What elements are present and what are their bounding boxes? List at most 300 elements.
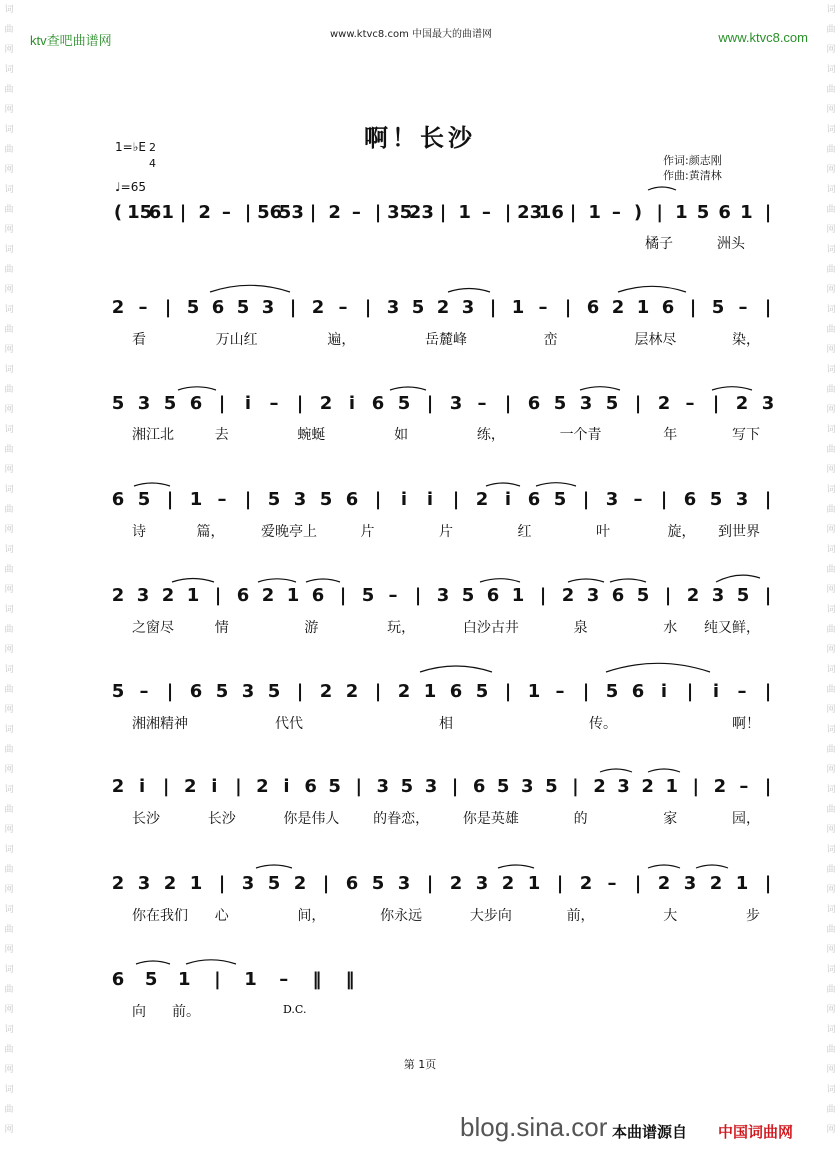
- page-number: 第 1页: [403, 1058, 437, 1071]
- note-symbol: |: [660, 489, 668, 510]
- note-symbol: –: [139, 681, 149, 702]
- note-symbol: –: [611, 202, 621, 223]
- note-symbol: |: [539, 585, 547, 606]
- note-symbol: 15: [127, 202, 153, 223]
- slur-arc: [600, 769, 632, 772]
- watermark-char: 词: [4, 1085, 14, 1095]
- note-symbol: –: [338, 297, 348, 318]
- lyric-line: [132, 523, 760, 540]
- watermark-char: 网: [826, 45, 836, 55]
- note-symbol: i: [244, 393, 252, 414]
- note-symbol: –: [555, 681, 565, 702]
- note-symbol: |: [634, 873, 642, 894]
- note-symbol: 5: [215, 681, 229, 702]
- note-symbol: 6: [527, 393, 541, 414]
- note-symbol: |: [296, 681, 304, 702]
- watermark-char: 曲: [826, 805, 836, 815]
- lyric-word: 心: [214, 908, 229, 924]
- note-symbol: 3: [424, 776, 438, 797]
- note-symbol: |: [162, 776, 170, 797]
- note-symbol: 3: [241, 681, 255, 702]
- note-symbol: 5: [111, 681, 125, 702]
- watermark-char: 词: [4, 725, 14, 735]
- tempo-value: =65: [120, 180, 146, 194]
- note-symbol: |: [309, 202, 317, 223]
- watermark-char: 网: [826, 1125, 836, 1135]
- lyric-word: 你永远: [380, 908, 423, 924]
- note-symbol: 2: [611, 297, 625, 318]
- note-symbol: 3: [735, 489, 749, 510]
- lyric-word: 水: [663, 620, 678, 636]
- lyric-word: 游: [304, 620, 319, 636]
- lyric-word: 园，: [732, 811, 760, 827]
- note-symbol: 6: [189, 681, 203, 702]
- watermark-char: 词: [4, 425, 14, 435]
- slur-arc: [186, 960, 236, 964]
- watermark-char: 网: [826, 465, 836, 475]
- note-symbol: –: [388, 585, 398, 606]
- lyric-word: 岳麓峰: [425, 332, 467, 348]
- lyric-word: 玩，: [387, 620, 416, 636]
- note-symbol: |: [166, 681, 174, 702]
- watermark-char: 词: [4, 665, 14, 675]
- lyric-word: 年: [663, 427, 678, 443]
- note-symbol: |: [764, 873, 772, 894]
- lyric-word: 练，: [476, 427, 505, 443]
- note-symbol: 6: [611, 585, 625, 606]
- note-symbol: 6: [631, 681, 645, 702]
- note-symbol: 56: [257, 202, 283, 223]
- slur-arc: [498, 865, 534, 868]
- note-symbol: 6: [345, 873, 359, 894]
- slur-arc: [536, 483, 576, 486]
- watermark-char: 网: [826, 885, 836, 895]
- note-symbol: 3: [761, 393, 775, 414]
- note-symbol: 5: [605, 681, 619, 702]
- watermark-char: 词: [4, 905, 14, 915]
- note-symbol: 1: [740, 202, 753, 223]
- note-symbol: 5: [496, 776, 510, 797]
- slur-arc: [648, 187, 676, 190]
- note-symbol: |: [218, 873, 226, 894]
- note-symbol: ‖: [312, 969, 322, 990]
- watermark-char: 曲: [826, 1045, 836, 1055]
- note-symbol: 5: [236, 297, 250, 318]
- watermark-char: 词: [826, 725, 836, 735]
- watermark-char: 曲: [4, 745, 14, 755]
- lyric-word: 如: [394, 427, 409, 443]
- note-symbol: 5: [553, 393, 567, 414]
- note-symbol: |: [764, 202, 772, 223]
- note-symbol: 5: [636, 585, 650, 606]
- watermark-char: 词: [826, 365, 836, 375]
- lyric-word: 向: [132, 1004, 146, 1020]
- watermark-char: 曲: [826, 745, 836, 755]
- lyric-word: 峦: [543, 332, 558, 348]
- note-symbol: 5: [696, 202, 710, 223]
- note-symbol: 2: [319, 393, 333, 414]
- watermark-char: 网: [4, 705, 14, 715]
- note-symbol: |: [692, 776, 700, 797]
- note-symbol: –: [538, 297, 548, 318]
- slur-arc: [172, 579, 214, 583]
- note-symbol: |: [764, 585, 772, 606]
- lyric-word: 你是伟人: [283, 811, 340, 827]
- note-symbol: 2: [293, 873, 307, 894]
- note-symbol: 5: [711, 297, 725, 318]
- notation-line: [112, 776, 772, 797]
- watermark-char: 网: [826, 165, 836, 175]
- note-symbol: i: [211, 776, 218, 797]
- note-symbol: 5: [111, 393, 125, 414]
- watermark-char: 曲: [826, 85, 836, 95]
- watermark-char: 词: [4, 125, 14, 135]
- note-symbol: 3: [376, 776, 390, 797]
- slur-arc: [696, 865, 728, 868]
- watermark-char: 曲: [826, 385, 836, 395]
- note-symbol: 3: [137, 393, 151, 414]
- watermark-char: 词: [826, 5, 836, 15]
- watermark-char: 词: [826, 425, 836, 435]
- note-symbol: |: [504, 202, 512, 223]
- note-symbol: 5: [186, 297, 200, 318]
- note-symbol: 5: [400, 776, 414, 797]
- note-symbol: 5: [475, 681, 489, 702]
- note-symbol: 3: [397, 873, 411, 894]
- watermark-char: 曲: [4, 325, 14, 335]
- watermark-char: 网: [826, 765, 836, 775]
- note-symbol: 2: [163, 873, 177, 894]
- note-symbol: 6: [527, 489, 541, 510]
- note-symbol: 1: [588, 202, 601, 223]
- watermark-char: 词: [4, 65, 14, 75]
- note-symbol: 5: [144, 969, 158, 990]
- note-symbol: 2: [328, 202, 341, 223]
- lyric-line: [132, 1004, 200, 1020]
- lyric-word: 间，: [297, 908, 326, 924]
- note-symbol: 6: [311, 585, 325, 606]
- note-symbol: 5: [461, 585, 475, 606]
- watermark-char: 网: [4, 765, 14, 775]
- note-symbol: i: [660, 681, 668, 702]
- watermark-char: 网: [826, 705, 836, 715]
- note-symbol: 2: [261, 585, 275, 606]
- watermark-char: 词: [826, 125, 836, 135]
- note-symbol: |: [214, 585, 222, 606]
- notation-line: [112, 489, 772, 510]
- note-symbol: i: [400, 489, 408, 510]
- note-symbol: 16: [538, 202, 564, 223]
- watermark-char: 曲: [4, 625, 14, 635]
- note-symbol: 2: [111, 873, 125, 894]
- note-symbol: |: [414, 585, 422, 606]
- note-symbol: 2: [501, 873, 515, 894]
- note-symbol: |: [214, 969, 221, 990]
- note-symbol: |: [296, 393, 304, 414]
- note-symbol: |: [164, 297, 172, 318]
- note-symbol: 6: [236, 585, 250, 606]
- note-symbol: 1: [527, 873, 541, 894]
- watermark-char: 曲: [4, 205, 14, 215]
- lyric-word: 看: [132, 332, 146, 348]
- note-symbol: 6: [211, 297, 225, 318]
- watermark-char: 曲: [4, 385, 14, 395]
- header-right-url: www.ktvc8.com: [718, 30, 808, 45]
- lyric-word: 湘江北: [132, 427, 174, 443]
- watermark-char: 词: [4, 485, 14, 495]
- note-symbol: ): [633, 202, 643, 223]
- lyric-word: 大步向: [469, 908, 512, 924]
- note-symbol: |: [439, 202, 447, 223]
- lyric-word: 相: [439, 716, 453, 732]
- note-symbol: 2: [449, 873, 463, 894]
- lyric-word: 染，: [732, 332, 760, 348]
- lyric-word: 湘湘精神: [132, 716, 188, 732]
- watermark-char: 网: [4, 945, 14, 955]
- note-symbol: |: [556, 873, 564, 894]
- note-symbol: 3: [137, 873, 151, 894]
- lyric-word: 的眷恋，: [373, 811, 430, 827]
- slur-arc: [390, 387, 426, 390]
- watermark-char: 网: [4, 345, 14, 355]
- lyric-word: 片: [439, 524, 453, 540]
- note-symbol: 6: [371, 393, 385, 414]
- watermark-char: 曲: [826, 205, 836, 215]
- note-symbol: 1: [189, 873, 203, 894]
- note-symbol: 3: [617, 776, 630, 797]
- note-symbol: 3: [683, 873, 697, 894]
- note-symbol: 1: [636, 297, 650, 318]
- watermark-char: 曲: [826, 565, 836, 575]
- lyric-line: [132, 715, 760, 732]
- watermark-char: 曲: [4, 865, 14, 875]
- time-top: 2: [149, 141, 156, 154]
- lyric-word: 啊！: [732, 716, 760, 732]
- note-symbol: i: [348, 393, 356, 414]
- note-symbol: i: [426, 489, 434, 510]
- note-symbol: |: [451, 776, 459, 797]
- note-symbol: 5: [137, 489, 151, 510]
- lyric-word: 爱晚亭上: [261, 524, 317, 540]
- footer-source-site: 中国词曲网: [718, 1123, 794, 1141]
- slur-arc: [210, 285, 290, 292]
- note-symbol: 3: [136, 585, 150, 606]
- note-symbol: 3: [293, 489, 307, 510]
- lyric-word: 你是英雄: [462, 811, 519, 827]
- notation-line: [112, 585, 772, 606]
- watermark-char: 曲: [826, 265, 836, 275]
- slur-arc: [486, 483, 520, 486]
- watermark-char: 网: [4, 645, 14, 655]
- note-symbol: 3: [386, 297, 400, 318]
- watermark-char: 网: [826, 405, 836, 415]
- note-symbol: 35: [387, 202, 413, 223]
- watermark-char: 网: [4, 165, 14, 175]
- notation-line: [112, 873, 772, 894]
- watermark-char: 词: [4, 185, 14, 195]
- note-symbol: |: [689, 297, 697, 318]
- lyric-word: 蜿蜒: [297, 427, 326, 443]
- note-symbol: |: [339, 585, 347, 606]
- note-symbol: |: [634, 393, 642, 414]
- watermark-char: 曲: [826, 985, 836, 995]
- note-symbol: 1: [423, 681, 437, 702]
- watermark-char: 网: [826, 525, 836, 535]
- note-symbol: 5: [397, 393, 411, 414]
- note-symbol: 2: [198, 202, 211, 223]
- lyric-word: 代代: [275, 716, 303, 732]
- slur-arc: [712, 387, 752, 390]
- watermark-char: 词: [826, 485, 836, 495]
- note-symbol: 6: [345, 489, 359, 510]
- note-symbol: 6: [111, 489, 125, 510]
- note-symbol: |: [364, 297, 372, 318]
- notation-line: [112, 969, 355, 990]
- lyric-word: 去: [214, 427, 229, 443]
- watermark-char: 网: [4, 465, 14, 475]
- note-symbol: 3: [475, 873, 489, 894]
- watermark-char: 词: [4, 245, 14, 255]
- watermark-char: 词: [4, 845, 14, 855]
- header-center-caption: www.ktvc8.com 中国最大的曲谱网: [330, 29, 493, 40]
- note-symbol: 2: [111, 585, 125, 606]
- note-symbol: 2: [579, 873, 593, 894]
- note-symbol: |: [235, 776, 242, 797]
- header-left-site-name: ktv查吧曲谱网: [30, 33, 112, 48]
- watermark-char: 词: [4, 605, 14, 615]
- note-symbol: |: [452, 489, 460, 510]
- slur-arc: [648, 769, 680, 772]
- notation-line: [112, 681, 772, 702]
- watermark-char: 词: [4, 785, 14, 795]
- lyric-word: 的: [573, 811, 588, 827]
- lyric-line: [132, 907, 760, 924]
- watermark-char: 词: [826, 305, 836, 315]
- note-symbol: –: [633, 489, 643, 510]
- note-symbol: 2: [641, 776, 654, 797]
- note-symbol: –: [217, 489, 227, 510]
- slur-arc: [580, 387, 620, 390]
- note-symbol: |: [686, 681, 694, 702]
- slur-arc: [648, 865, 680, 868]
- note-symbol: |: [166, 489, 174, 510]
- note-symbol: –: [738, 297, 748, 318]
- note-symbol: |: [374, 489, 382, 510]
- note-symbol: –: [481, 202, 491, 223]
- note-symbol: |: [582, 681, 590, 702]
- lyric-word: 写下: [732, 427, 760, 443]
- note-symbol: 3: [579, 393, 593, 414]
- lyric-word: 长沙: [207, 811, 236, 827]
- note-symbol: 5: [267, 489, 281, 510]
- note-symbol: 2: [111, 297, 125, 318]
- note-symbol: –: [351, 202, 361, 223]
- watermark-char: 网: [4, 885, 14, 895]
- watermark-char: 网: [4, 1125, 14, 1135]
- watermark-char: 网: [826, 945, 836, 955]
- note-symbol: |: [764, 489, 772, 510]
- watermark-char: 网: [4, 1005, 14, 1015]
- lyric-word: 家: [663, 811, 678, 827]
- note-symbol: |: [572, 776, 579, 797]
- slur-arc: [136, 961, 170, 964]
- watermark-char: 词: [4, 5, 14, 15]
- note-symbol: |: [764, 681, 772, 702]
- note-symbol: 1: [511, 297, 525, 318]
- note-symbol: 23: [517, 202, 543, 223]
- watermark-char: 网: [4, 225, 14, 235]
- footer-source-label: 本曲谱源自: [612, 1123, 688, 1141]
- lyric-word: 你在我们: [132, 908, 188, 924]
- slur-arc: [618, 286, 686, 292]
- watermark-char: 网: [4, 825, 14, 835]
- watermark-char: 词: [826, 185, 836, 195]
- lyric-word: 纯又鲜，: [704, 620, 760, 636]
- lyric-word: 一个青: [559, 427, 602, 443]
- note-symbol: |: [764, 776, 772, 797]
- watermark-char: 曲: [4, 685, 14, 695]
- note-symbol: |: [489, 297, 497, 318]
- note-symbol: 1: [458, 202, 471, 223]
- note-symbol: 1: [665, 776, 678, 797]
- note-symbol: 1: [186, 585, 200, 606]
- watermark-char: 网: [826, 825, 836, 835]
- note-symbol: i: [712, 681, 720, 702]
- note-symbol: |: [289, 297, 297, 318]
- watermark-char: 曲: [4, 265, 14, 275]
- watermark-char: 词: [826, 605, 836, 615]
- watermark-char: 词: [826, 1025, 836, 1035]
- quarter-note-icon: ♩: [115, 180, 121, 194]
- watermark-char: 曲: [826, 145, 836, 155]
- watermark-char: 曲: [4, 1045, 14, 1055]
- note-symbol: 2: [345, 681, 359, 702]
- watermark-char: 曲: [4, 445, 14, 455]
- lyric-line: [645, 235, 746, 252]
- note-symbol: 2: [735, 393, 749, 414]
- slur-arc: [258, 579, 296, 582]
- note-symbol: –: [739, 776, 749, 797]
- note-symbol: 5: [553, 489, 567, 510]
- lyric-word: 前，: [566, 908, 595, 924]
- note-symbol: 5: [371, 873, 385, 894]
- composer: 作曲:黄清林: [663, 169, 722, 182]
- lyric-word: 洲头: [717, 236, 745, 252]
- note-symbol: |: [355, 776, 363, 797]
- lyricist: 作词:颜志刚: [663, 154, 722, 167]
- lyric-word: 万山红: [215, 332, 258, 348]
- slur-arc: [480, 579, 520, 582]
- watermark-char: 曲: [4, 985, 14, 995]
- note-symbol: 1: [178, 969, 191, 990]
- note-symbol: 5: [328, 776, 341, 797]
- watermark-char: 曲: [826, 505, 836, 515]
- note-symbol: 2: [709, 873, 723, 894]
- note-symbol: 5: [361, 585, 375, 606]
- watermark-char: 曲: [4, 85, 14, 95]
- watermark-char: 曲: [826, 445, 836, 455]
- watermark-char: 网: [4, 1065, 14, 1075]
- note-symbol: 3: [261, 297, 275, 318]
- note-symbol: 5: [411, 297, 425, 318]
- watermark-char: 词: [4, 365, 14, 375]
- note-symbol: |: [656, 202, 663, 223]
- footer-blog-url: blog.sina.cor: [460, 1112, 608, 1142]
- note-symbol: 1: [286, 585, 300, 606]
- note-symbol: 2: [397, 681, 411, 702]
- note-symbol: 5: [267, 873, 281, 894]
- note-symbol: 6: [586, 297, 600, 318]
